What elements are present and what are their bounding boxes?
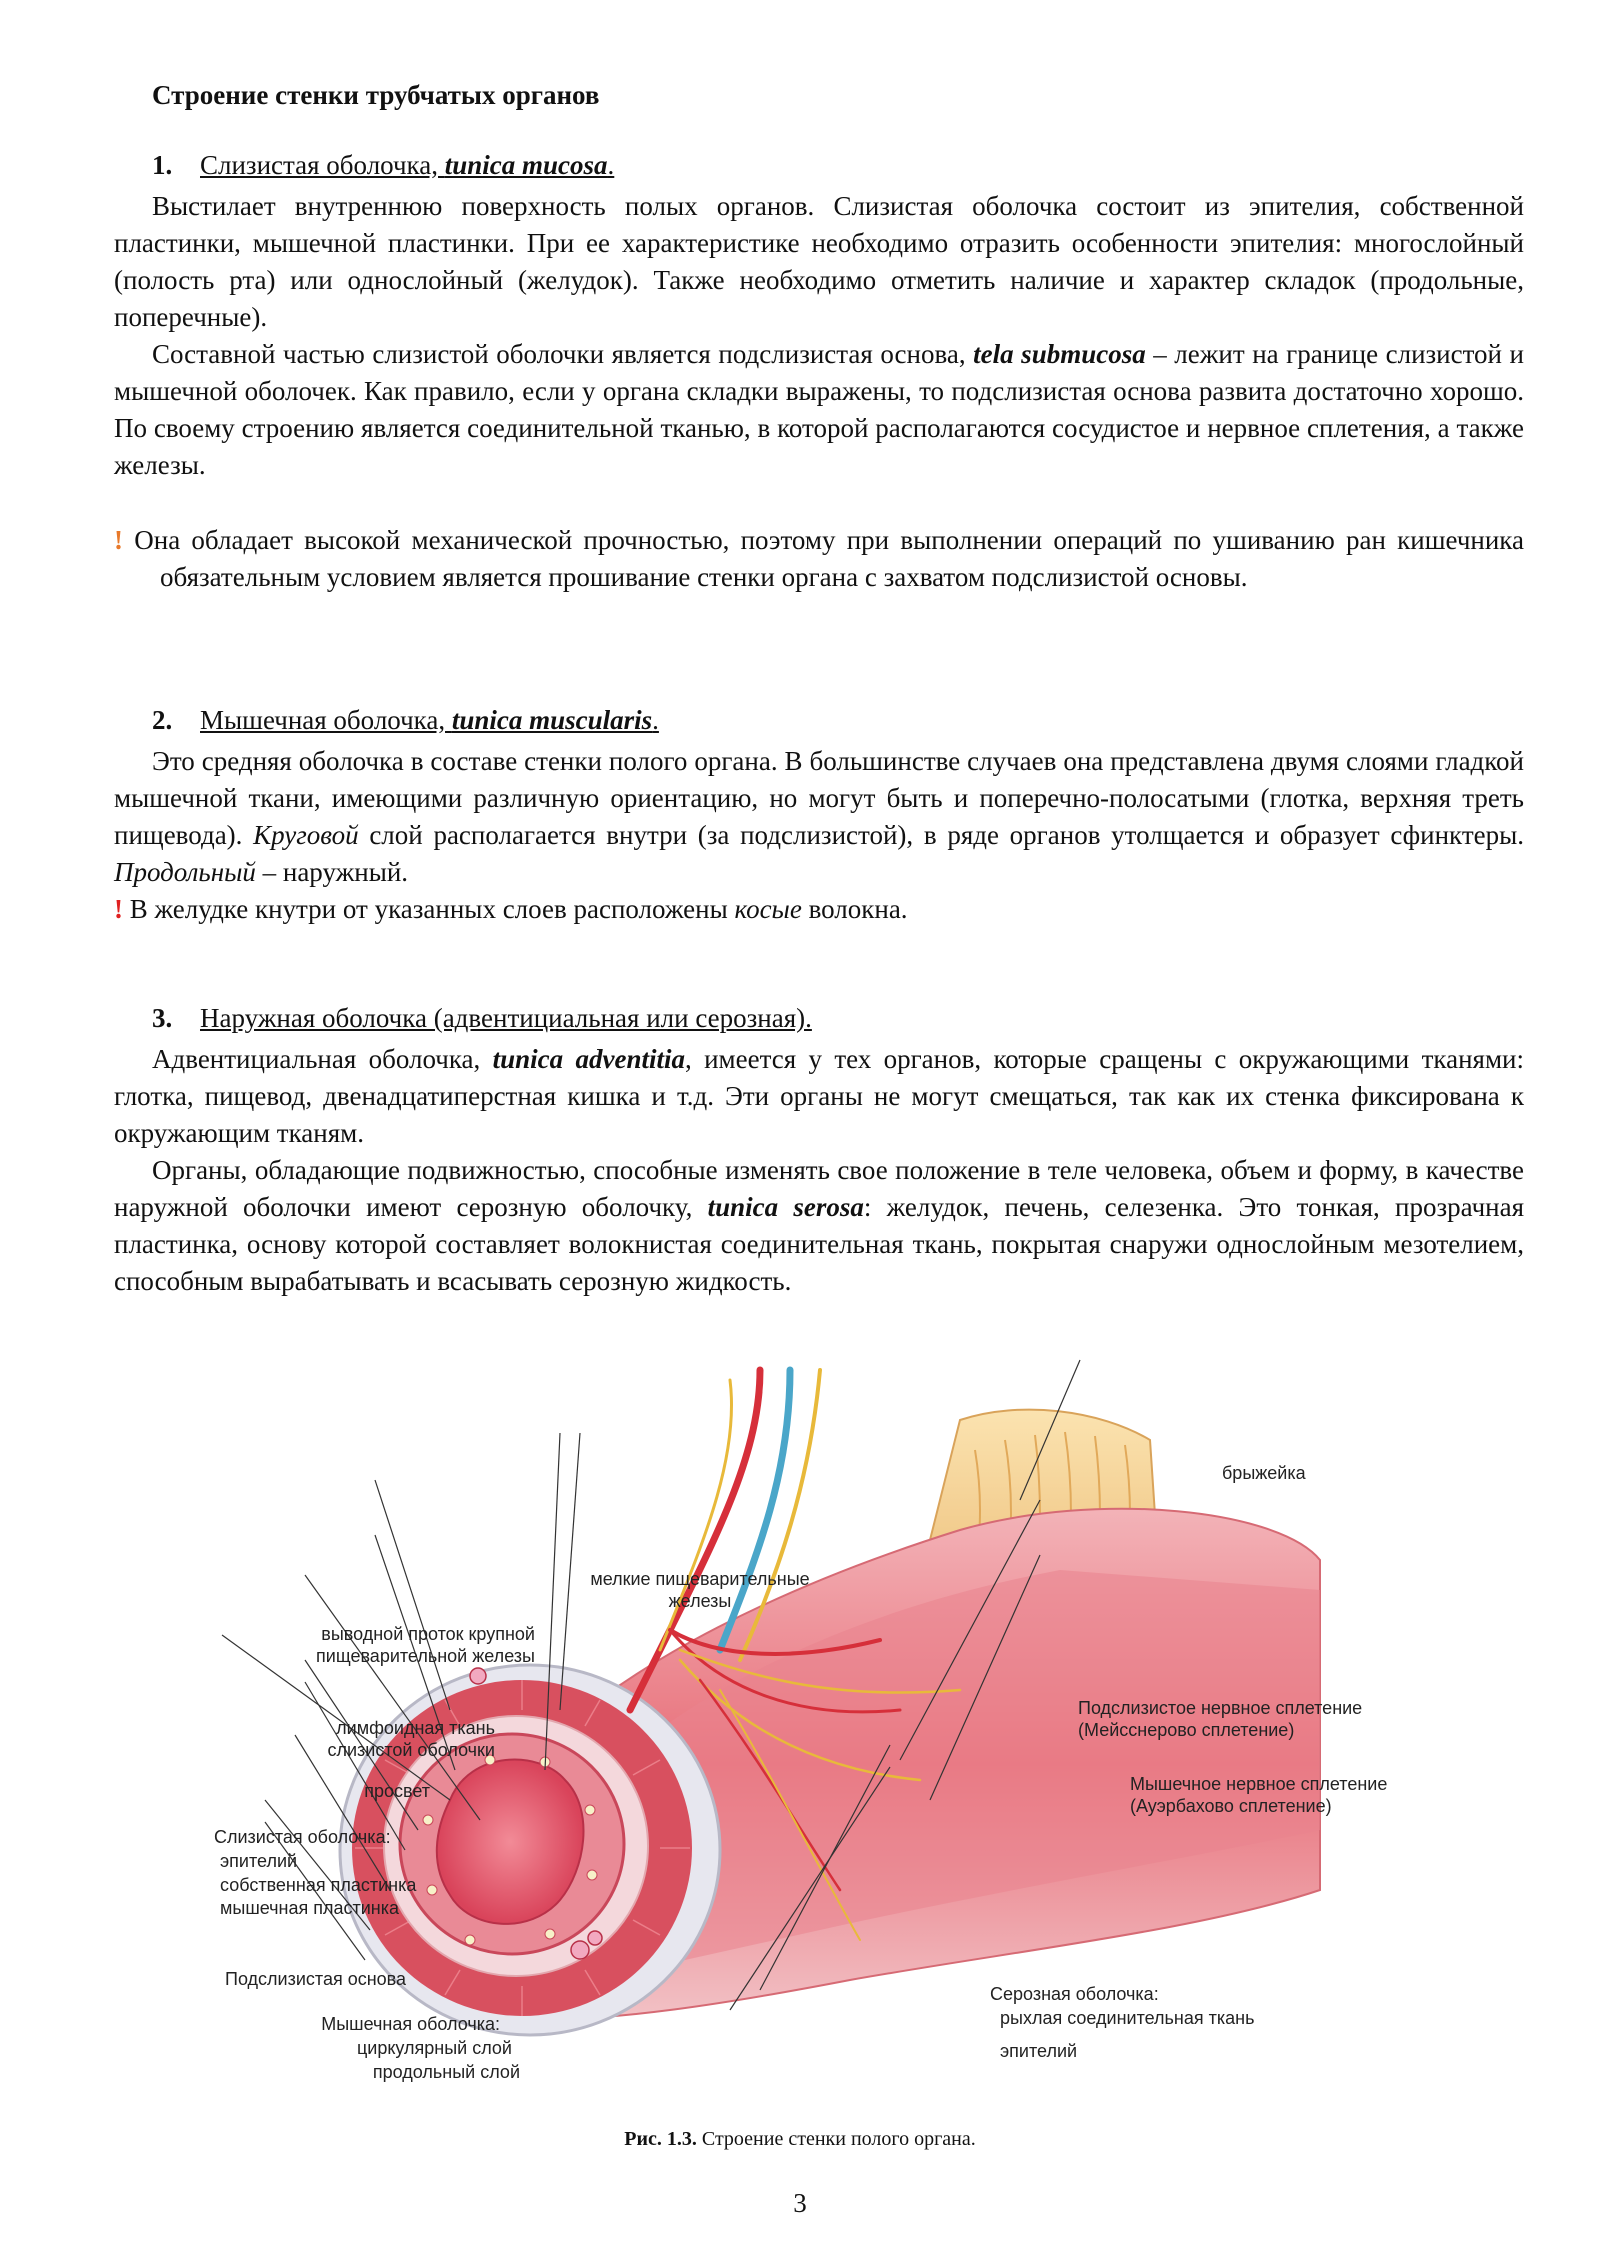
- label-meissner-plexus: Подслизистое нервное сплетение (Мейсснерово сплетение): [1078, 1698, 1363, 1740]
- label-submucosa: Подслизистая основа: [225, 1969, 407, 1989]
- section-number: 1.: [152, 150, 173, 180]
- label-small-glands: мелкие пищеварительные железы: [590, 1569, 810, 1611]
- note-stomach: ! В желудке кнутри от указанных слоев расположены косые волокна.: [114, 894, 908, 924]
- label-mesentery: брыжейка: [1222, 1463, 1306, 1483]
- exclamation-icon: !: [114, 525, 123, 555]
- paragraph-submucosa: Составной частью слизистой оболочки является подслизистая основа, tela submucosa – лежит на границе слизистой и мышечной оболочек. Как правило, если у органа складки выражены, то подслизистая основа развита достаточно хорошо. По своему строению является соединительной тканью, в которой располагаются сосудистое и нервное сплетения, а также железы.: [114, 339, 1524, 480]
- label-longitudinal-layer: продольный слой: [372, 2062, 520, 2082]
- section-latin-term: tunica muscularis: [451, 705, 653, 735]
- label-lamina-propria: собственная пластинка: [220, 1875, 417, 1895]
- lumen: [437, 1760, 584, 1924]
- exclamation-icon: !: [114, 894, 123, 924]
- paragraph-adventitia: Адвентициальная оболочка, tunica adventitia, имеется у тех органов, которые сращены с окружающими тканями: глотка, пищевод, двенадцатиперстная кишка и т.д. Эти органы не могут смещаться, так как их стенка фиксирована к окружающим тканям.: [114, 1044, 1524, 1148]
- section-3-heading: [152, 1003, 812, 1034]
- label-muscularis-mucosae: мышечная пластинка: [220, 1898, 400, 1918]
- section-label: Мышечная оболочка,: [200, 705, 452, 735]
- label-auerbach-plexus: Мышечное нервное сплетение (Ауэрбахово сплетение): [1130, 1774, 1388, 1816]
- label-serosa-epithelium: эпителий: [1000, 2041, 1078, 2061]
- label-epithelium: эпителий: [220, 1851, 298, 1871]
- note-submucosa: ! Она обладает высокой механической прочностью, поэтому при выполнении операций по ушиванию ран кишечника обязательным условием является прошивание стенки органа с захватом подслизистой основы.: [114, 525, 1524, 592]
- label-circular-layer: циркулярный слой: [356, 2038, 512, 2058]
- paragraph-serosa: Органы, обладающие подвижностью, способные изменять свое положение в теле человека, объем и форму, в качестве наружной оболочки имеют серозную оболочку, tunica serosa: желудок, печень, селезенка. Это тонкая, прозрачная пластинка, основу которой составляет волокнистая соединительная ткань, покрытая снаружи однослойным мезотелием, способным вырабатывать и всасывать серозную жидкость.: [114, 1155, 1524, 1296]
- section-label: Наружная оболочка (адвентициальная или серозная).: [200, 1003, 812, 1033]
- section-number: 3.: [152, 1003, 173, 1033]
- section-1-heading: 1. Слизистая оболочка, tunica mucosa.: [152, 150, 615, 180]
- page-title: Строение стенки трубчатых органов: [152, 80, 600, 110]
- paragraph-muscularis: Это средняя оболочка в составе стенки полого органа. В большинстве случаев она представлена двумя слоями гладкой мышечной ткани, имеющими различную ориентацию, но могут быть и поперечно-полосатыми (глотка, верхняя треть пищевода). Круговой слой располагается внутри (за подслизистой), в ряде органов утолщается и образует сфинктеры. Продольный – наружный.: [114, 746, 1524, 887]
- label-lymphoid-tissue: лимфоидная ткань слизистой оболочки: [327, 1718, 495, 1760]
- label-large-gland-duct: выводной проток крупной пищеварительной железы: [316, 1624, 535, 1666]
- section-label: Слизистая оболочка,: [200, 150, 445, 180]
- section-number: 2.: [152, 705, 173, 735]
- label-serosa-heading: Серозная оболочка:: [990, 1984, 1159, 2004]
- section-latin-term: tunica mucosa: [444, 150, 608, 180]
- label-loose-connective-tissue: рыхлая соединительная ткань: [1000, 2008, 1255, 2028]
- label-lumen: просвет: [364, 1781, 430, 1801]
- paragraph-mucosa: Выстилает внутреннюю поверхность полых органов. Слизистая оболочка состоит из эпителия, собственной пластинки, мышечной пластинки. При ее характеристике необходимо отразить особенности эпителия: многослойный (полость рта) или однослойный (желудок). Также необходимо отметить наличие и характер складок (продольные, поперечные).: [114, 191, 1524, 332]
- label-muscularis-heading: Мышечная оболочка:: [321, 2014, 500, 2034]
- figure-caption: Рис. 1.3. Строение стенки полого органа.: [624, 2128, 976, 2150]
- page-number: 3: [793, 2188, 807, 2218]
- section-2-heading: 2. Мышечная оболочка, tunica muscularis.: [152, 705, 659, 735]
- label-mucosa-heading: Слизистая оболочка:: [214, 1827, 391, 1847]
